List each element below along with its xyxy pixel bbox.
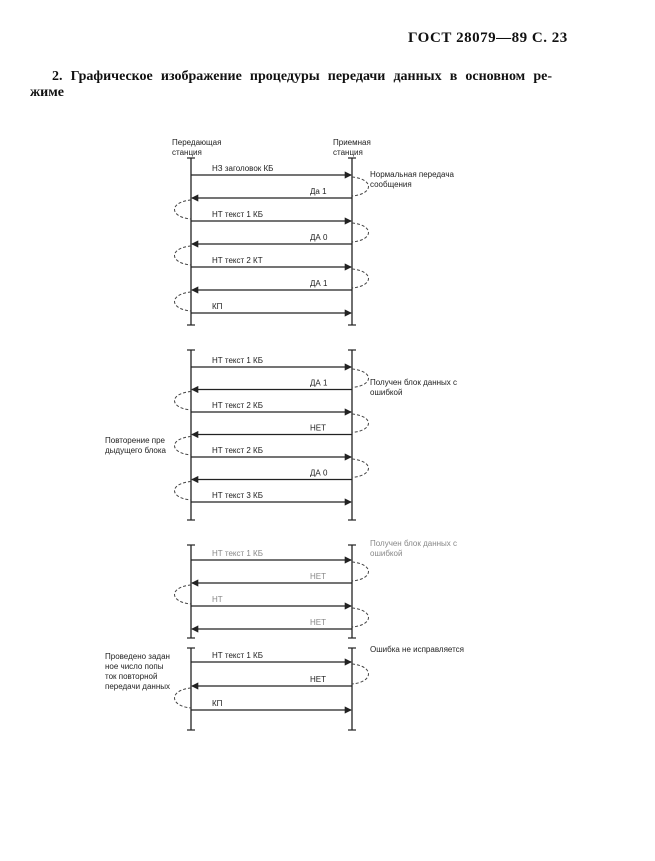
left-note-line: Повторение пре [105,436,165,445]
caption-line-1: 2. Графическое изображение процедуры передачи данных в основном ре- [52,69,552,84]
diagram-blocks [105,158,464,730]
left-note-line: ток повторной [105,672,158,681]
turnaround-loop [175,246,192,265]
turnaround-loop [175,392,192,411]
message-label: НТ [212,595,223,604]
message-label: НТ текст 2 КТ [212,256,263,265]
right-note-line: Ошибка не исправляется [370,645,464,654]
turnaround-loop [352,562,369,581]
sender-station-label-1: Передающая [172,138,222,147]
left-note-line: ное число попы [105,662,164,671]
sender-station-label-2: станция [172,148,202,157]
turnaround-loop [175,482,192,501]
message-label: ДА 1 [310,279,328,288]
turnaround-loop [352,414,369,433]
message-label: НТ текст 1 КБ [212,210,263,219]
turnaround-loop [175,292,192,311]
message-label: ДА 0 [310,468,328,478]
message-label: НТ текст 1 КБ [212,549,263,558]
message-label: НТ текст 2 КБ [212,446,263,455]
right-note-line: ошибкой [370,549,403,558]
message-label: ДА 1 [310,378,328,388]
message-label: КП [212,699,223,708]
message-label: НТ текст 1 КБ [212,356,263,365]
left-note-line: Проведено задан [105,652,170,661]
turnaround-loop [352,664,369,684]
turnaround-loop [175,688,192,708]
turnaround-loop [352,369,369,388]
page-header: ГОСТ 28079—89 С. 23 [408,30,568,46]
message-label: КП [212,302,223,311]
turnaround-loop [352,459,369,478]
turnaround-loop [352,177,369,196]
turnaround-loop [175,437,192,456]
caption-line-2: жиме [30,85,64,100]
message-label: НТ текст 2 КБ [212,401,263,410]
right-note-line: ошибкой [370,388,403,397]
message-label: НЕТ [310,675,326,684]
message-label: НЕТ [310,572,326,581]
right-note-line: сообщения [370,180,412,189]
turnaround-loop [175,200,192,219]
turnaround-loop [352,608,369,627]
turnaround-loop [175,585,192,604]
right-note-line: Нормальная передача [370,170,454,179]
message-label: НТ текст 3 КБ [212,491,263,500]
message-label: НЗ заголовок КБ [212,164,274,173]
message-label: НЕТ [310,618,326,627]
receiver-station-label-2: станция [333,148,363,157]
right-note-line: Получен блок данных с [370,378,458,387]
message-label: ДА 0 [310,233,328,242]
left-note-line: дыдущего блока [105,446,166,455]
right-note-line: Получен блок данных с [370,539,458,548]
receiver-station-label-1: Приемная [333,138,371,147]
message-label: НЕТ [310,423,326,433]
left-note-line: передачи данных [105,682,171,691]
message-label: Да 1 [310,187,327,196]
message-label: НТ текст 1 КБ [212,651,263,660]
turnaround-loop [352,223,369,242]
turnaround-loop [352,269,369,288]
